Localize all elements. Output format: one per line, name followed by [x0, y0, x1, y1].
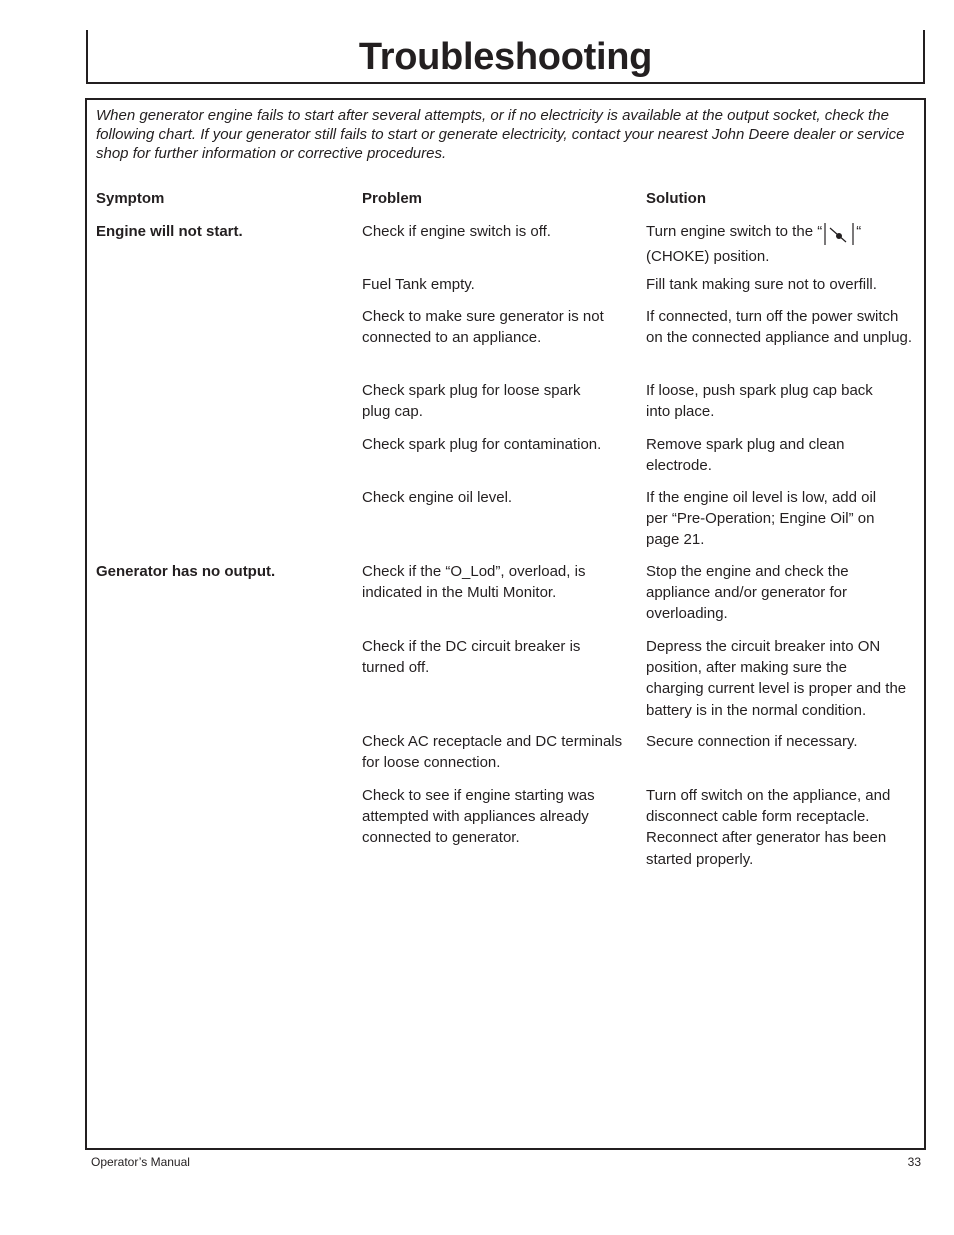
problem-text: Check if the DC circuit breaker is turned off. — [362, 638, 581, 677]
solution-text: Stop the engine and check the appliance and/or generator for overloading. — [646, 563, 849, 623]
problem-text: Check to make sure generator is not connected to an appliance. — [362, 308, 604, 347]
solution-text-part: (CHOKE) position. — [646, 248, 770, 265]
problem-text: Check spark plug for contamination. — [362, 436, 602, 453]
problem-text: Check engine oil level. — [362, 489, 513, 506]
symptom-generator-no-output: Generator has no output. — [96, 563, 276, 580]
header-problem: Problem — [362, 190, 423, 207]
solution-text: Turn off switch on the appliance, and disconnect cable form receptacle. Reconnect after generator has been started properly. — [646, 787, 891, 868]
solution-text — [646, 221, 916, 267]
problem-text: Check spark plug for loose spark plug cap. — [362, 382, 581, 421]
choke-switch-icon — [822, 222, 856, 246]
problem-text: Check if engine switch is off. — [362, 223, 551, 240]
solution-text: Remove spark plug and clean electrode. — [646, 436, 845, 475]
problem-text: Check AC receptacle and DC terminals for loose connection. — [362, 733, 623, 772]
header-symptom: Symptom — [96, 190, 165, 207]
intro-text: When generator engine fails to start after several attempts, or if no electricity is available at the output socket, check the following chart. If your generator still fails to start or generate electricity, contact your nearest John Deere dealer or service shop for further information or corrective procedures. — [96, 107, 905, 162]
solution-text: If connected, turn off the power switch on the connected appliance and unplug. — [646, 308, 913, 347]
solution-text: If the engine oil level is low, add oil per “Pre-Operation; Engine Oil” on page 21. — [646, 489, 877, 549]
header-solution: Solution — [646, 190, 706, 207]
solution-text: Fill tank making sure not to overfill. — [646, 276, 877, 293]
problem-text: Check if the “O_Lod”, overload, is indicated in the Multi Monitor. — [362, 563, 586, 602]
solution-text: Depress the circuit breaker into ON position, after making sure the charging current level is proper and the battery is in the normal condition. — [646, 638, 907, 719]
symptom-engine-will-not-start: Engine will not start. — [96, 223, 243, 240]
footer-page-number: 33 — [907, 1155, 921, 1169]
solution-text: Secure connection if necessary. — [646, 733, 858, 750]
problem-text: Fuel Tank empty. — [362, 276, 475, 293]
problem-text: Check to see if engine starting was attempted with appliances already connected to generator. — [362, 787, 595, 847]
troubleshooting-chart — [85, 98, 926, 1150]
solution-text-part: Turn engine switch to the “ — [646, 223, 823, 240]
solution-text: If loose, push spark plug cap back into place. — [646, 382, 873, 421]
footer-manual-name: Operator’s Manual — [91, 1155, 190, 1169]
title-box — [86, 30, 925, 84]
page-title: Troubleshooting — [358, 36, 653, 78]
solution-text-part: “ — [856, 223, 862, 240]
